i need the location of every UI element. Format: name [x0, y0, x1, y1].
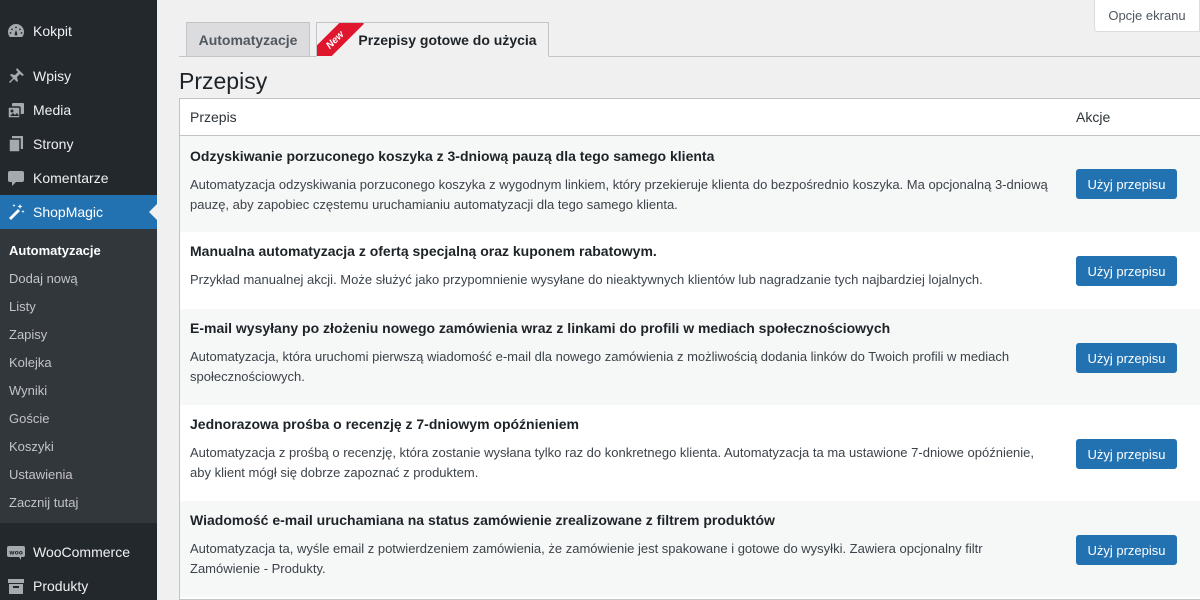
recipe-title: E-mail wysyłany po złożeniu nowego zamówienia wraz z linkami do profili w mediach społecznościowych	[190, 320, 891, 336]
table-row	[180, 232, 1200, 309]
table-header	[180, 99, 1200, 136]
recipe-description: Automatyzacja odzyskiwania porzuconego koszyka z wygodnym linkiem, który przekieruje klienta do bezpośrednio koszyka. Ma opcjonalną 3-dniową pauzę, aby zapobiec częstemu uruchamianiu automatyzacji dla tego samego klienta.	[190, 177, 1048, 212]
recipe-description: Przykład manualnej akcji. Może służyć jako przypomnienie wysyłane do nieaktywnych klientów lub nagradzanie tych najbardziej lojalnych.	[190, 272, 983, 287]
column-header-recipe: Przepis	[190, 109, 237, 125]
recipe-title: Odzyskiwanie porzuconego koszyka z 3-dniową pauzą dla tego samego klienta	[190, 148, 715, 164]
menu-label: Produkty	[33, 578, 89, 594]
menu-item-wpisy[interactable]	[0, 59, 157, 93]
shopmagic-submenu	[0, 229, 157, 523]
tab-przepisy[interactable]	[316, 22, 549, 57]
use-recipe-button[interactable]: Użyj przepisu	[1076, 343, 1177, 373]
submenu-item-zacznij-tutaj[interactable]: Zacznij tutaj	[9, 495, 79, 510]
use-recipe-button[interactable]: Użyj przepisu	[1076, 256, 1177, 286]
dashboard-icon	[6, 21, 26, 41]
page-title: Przepisy	[179, 68, 268, 94]
menu-item-strony[interactable]	[0, 127, 157, 161]
menu-item-kokpit[interactable]	[0, 14, 157, 48]
tab-label: Automatyzacje	[198, 31, 298, 48]
submenu-item-listy[interactable]: Listy	[9, 299, 36, 314]
submenu-item-automatyzacje[interactable]: Automatyzacje	[9, 243, 101, 258]
woo-icon	[6, 542, 26, 562]
menu-item-komentarze[interactable]	[0, 161, 157, 195]
recipe-description: Automatyzacja ta, wyśle email z potwierdzeniem zamówienia, że zamówienie jest spakowane i gotowe do wysyłki. Zawiera opcjonalny filtr Zamówienie - Produkty.	[190, 541, 983, 576]
table-row	[180, 309, 1200, 405]
pin-icon	[6, 66, 26, 86]
recipe-title: Wiadomość e-mail uruchamiana na status zamówienie zrealizowane z filtrem produktów	[190, 512, 775, 528]
recipe-description: Automatyzacja, która uruchomi pierwszą wiadomość e-mail dla nowego zamówienia z możliwością dodania linków do Twoich profili w mediach społecznościowych.	[190, 349, 1010, 384]
submenu-item-zapisy[interactable]: Zapisy	[9, 327, 48, 342]
menu-item-produkty[interactable]	[0, 569, 157, 600]
comments-icon	[6, 168, 26, 188]
submenu-item-kolejka[interactable]: Kolejka	[9, 355, 52, 370]
column-header-actions: Akcje	[1076, 109, 1111, 125]
use-recipe-button[interactable]: Użyj przepisu	[1076, 535, 1177, 565]
admin-sidebar	[0, 0, 157, 600]
menu-label: Komentarze	[33, 170, 109, 186]
submenu-item-koszyki[interactable]: Koszyki	[9, 439, 54, 454]
menu-label: Media	[33, 102, 72, 118]
screen-options-label: Opcje ekranu	[1108, 8, 1186, 23]
table-row	[180, 501, 1200, 597]
recipe-title: Manualna automatyzacja z ofertą specjalną oraz kuponem rabatowym.	[190, 243, 657, 259]
table-row	[180, 405, 1200, 501]
menu-item-woocommerce[interactable]	[0, 535, 157, 569]
tab-label: Przepisy gotowe do użycia	[358, 31, 537, 48]
pages-icon	[6, 134, 26, 154]
recipes-table	[179, 98, 1200, 600]
menu-item-media[interactable]	[0, 93, 157, 127]
recipe-title: Jednorazowa prośba o recenzję z 7-dniowym opóźnieniem	[190, 416, 579, 432]
menu-label: ShopMagic	[33, 204, 104, 220]
screen-options-button[interactable]	[1094, 0, 1200, 32]
magic-wand-icon	[6, 202, 26, 222]
new-badge: New	[316, 22, 364, 57]
menu-label: Kokpit	[33, 23, 72, 39]
tab-automatyzacje[interactable]	[186, 22, 310, 57]
svg-text:woo: woo	[9, 549, 23, 557]
menu-label: Wpisy	[33, 68, 72, 84]
submenu-item-goscie[interactable]: Goście	[9, 411, 50, 426]
media-icon	[6, 100, 26, 120]
archive-icon	[6, 576, 26, 596]
menu-item-shopmagic[interactable]	[0, 195, 157, 229]
menu-label: Strony	[33, 136, 74, 152]
submenu-item-ustawienia[interactable]: Ustawienia	[9, 467, 73, 482]
submenu-item-dodaj-nowa[interactable]: Dodaj nową	[9, 271, 78, 286]
recipe-description: Automatyzacja z prośbą o recenzję, która zostanie wysłana tylko raz do konkretnego klienta. Automatyzacja ta ma ustawione 7-dniowe opóźnienie, aby klient mógł się dobrze zapoznać z produktem.	[190, 445, 1035, 480]
table-row	[180, 136, 1200, 232]
submenu-item-wyniki[interactable]: Wyniki	[9, 383, 48, 398]
use-recipe-button[interactable]: Użyj przepisu	[1076, 439, 1177, 469]
use-recipe-button[interactable]: Użyj przepisu	[1076, 169, 1177, 199]
menu-label: WooCommerce	[33, 544, 130, 560]
